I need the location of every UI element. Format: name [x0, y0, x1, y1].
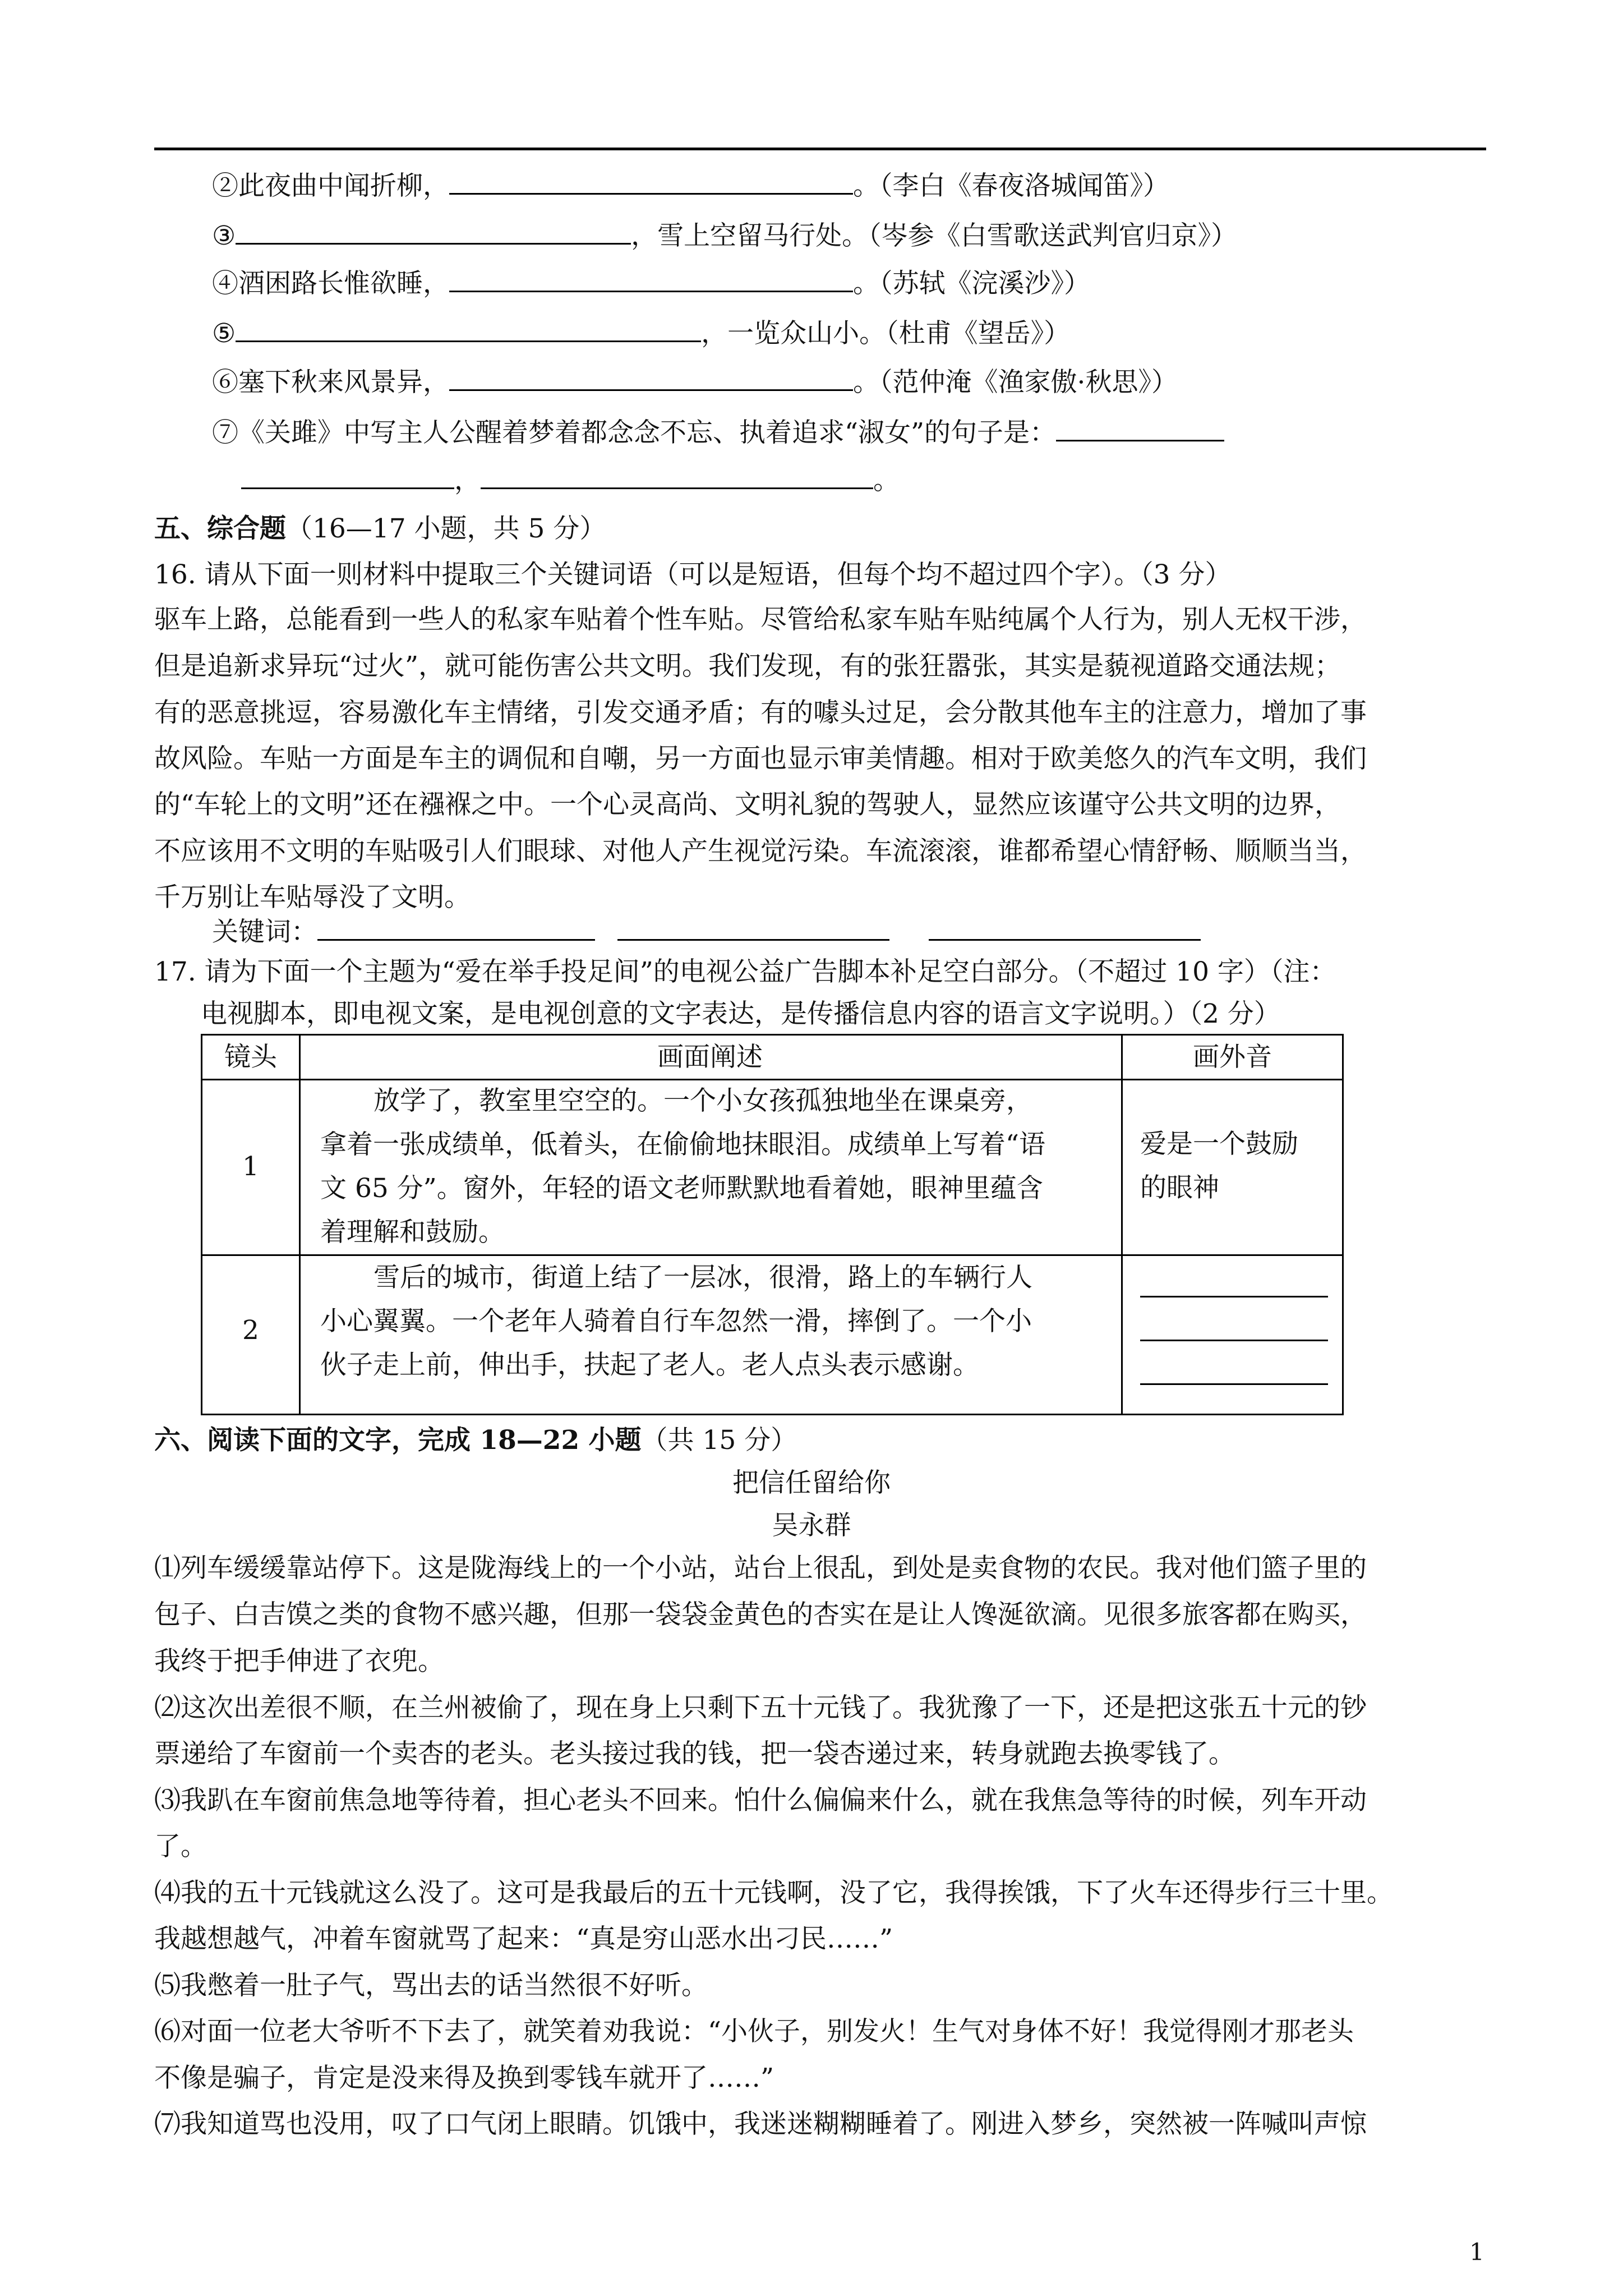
- table-row-1-shot: 1: [242, 1151, 259, 1182]
- passage-line: 不应该用不文明的车贴吸引人们眼球、对他人产生视觉污染。车流滚滚，谁都希望心情舒畅、顺顺当当，: [154, 836, 1367, 867]
- table-row-1-desc: [320, 1079, 1045, 1254]
- passage-line: 的“车轮上的文明”还在襁褓之中。一个心灵高尚、文明礼貌的驾驶人，显然应该谨守公共文明的边界，: [154, 789, 1341, 820]
- answer-blank[interactable]: [481, 462, 873, 489]
- article-line: ⑹对面一位老大爷听不下去了，就笑着劝我说：“小伙子，别发火！生气对身体不好！我觉得刚才那老头: [154, 2016, 1354, 2047]
- fill-line-3-pre: ③: [212, 220, 236, 251]
- voice-line: 爱是一个鼓励: [1140, 1129, 1298, 1159]
- keywords-label: 关键词：: [212, 917, 317, 947]
- article-line: 不像是骗子，肯定是没来得及换到零钱车就开了……”: [154, 2063, 774, 2093]
- question-17-line2: 电视脚本，即电视文案，是电视创意的文字表达，是传播信息内容的语言文字说明。）（2 分）: [201, 999, 1280, 1029]
- fill-line-3-post: ，雪上空留马行处。（岑参《白雪歌送武判官归京》）: [631, 220, 1238, 251]
- answer-blank[interactable]: [449, 364, 853, 391]
- article-line: 票递给了车窗前一个卖杏的老头。老头接过我的钱，把一袋杏递过来，转身就跑去换零钱了。: [154, 1738, 1235, 1769]
- passage-line: 故风险。车贴一方面是车主的调侃和自嘲，另一方面也显示审美情趣。相对于欧美悠久的汽车文明，我们: [154, 743, 1367, 774]
- article-line: 包子、白吉馍之类的食物不感兴趣，但那一袋袋金黄色的杏实在是让人馋涎欲滴。见很多旅客都在购买，: [154, 1599, 1367, 1630]
- table-row-2-desc: [320, 1256, 1032, 1387]
- fill-line-6: [212, 364, 1178, 399]
- fill-line-7-text: ⑦《关雎》中写主人公醒着梦着都念念不忘、执着追求“淑女”的句子是：: [212, 417, 1057, 448]
- keyword-blank[interactable]: [317, 913, 595, 941]
- answer-blank[interactable]: [1056, 414, 1224, 441]
- answer-blank[interactable]: [241, 462, 454, 489]
- voice-answer-blank[interactable]: [1140, 1383, 1328, 1385]
- table-header-shot: 镜头: [224, 1042, 277, 1073]
- fill-line-5-pre: ⑤: [212, 318, 236, 349]
- fill-line-7b-post: 。: [873, 465, 900, 496]
- voice-answer-blank[interactable]: [1140, 1296, 1328, 1297]
- passage-line: 驱车上路，总能看到一些人的私家车贴着个性车贴。尽管给私家车贴车贴纯属个人行为，别人无权干涉，: [154, 604, 1367, 635]
- article-title: 把信任留给你: [732, 1467, 891, 1498]
- desc-line: 小心翼翼。一个老年人骑着自行车忽然一滑，摔倒了。一个小: [320, 1306, 1032, 1337]
- fill-line-5-post: ，一览众山小。（杜甫《望岳》）: [701, 318, 1071, 349]
- desc-line: 雪后的城市，街道上结了一层冰，很滑，路上的车辆行人: [374, 1262, 1032, 1293]
- fill-line-2-post: 。（李白《春夜洛城闻笛》）: [853, 171, 1169, 201]
- fill-line-4-post: 。（苏轼《浣溪沙》）: [853, 268, 1090, 299]
- article-line: ⑴列车缓缓靠站停下。这是陇海线上的一个小站，站台上很乱，到处是卖食物的农民。我对他们篮子里的: [154, 1553, 1367, 1584]
- desc-line: 着理解和鼓励。: [320, 1217, 505, 1248]
- section-5-title: 五、综合题: [154, 513, 286, 544]
- script-table: [201, 1034, 1344, 1415]
- article-line: ⑶我趴在车窗前焦急地等待着，担心老头不回来。怕什么偏偏来什么，就在我焦急等待的时候，列车开动: [154, 1785, 1367, 1816]
- passage-line: 但是追新求异玩“过火”，就可能伤害公共文明。我们发现，有的张狂嚣张，其实是藐视道路交通法规；: [154, 651, 1341, 682]
- fill-line-3: [212, 217, 1237, 253]
- question-17-line1: 17. 请为下面一个主题为“爱在举手投足间”的电视公益广告脚本补足空白部分。（不超过 10 字）（注：: [154, 956, 1336, 987]
- answer-blank[interactable]: [236, 217, 631, 245]
- fill-line-5: [212, 315, 1070, 351]
- article-line: 我越想越气，冲着车窗就骂了起来：“真是穷山恶水出刁民……”: [154, 1924, 893, 1954]
- fill-line-7: [212, 414, 1224, 450]
- keywords-line: [212, 913, 1201, 949]
- desc-line: 拿着一张成绩单，低着头，在偷偷地抹眼泪。成绩单上写着“语: [320, 1129, 1046, 1160]
- desc-line: 伙子走上前，伸出手，扶起了老人。老人点头表示感谢。: [320, 1350, 979, 1381]
- table-col-divider: [1121, 1036, 1123, 1414]
- fill-line-2: [212, 167, 1169, 203]
- section-5-heading: [154, 512, 606, 546]
- header-rule: [154, 148, 1486, 150]
- article-line: ⑸我憋着一肚子气，骂出去的话当然很不好听。: [154, 1970, 708, 2001]
- answer-blank[interactable]: [236, 315, 701, 342]
- table-row-1-voice: [1140, 1122, 1298, 1210]
- fill-line-4-pre: ④酒困路长惟欲睡，: [212, 268, 449, 299]
- table-col-divider: [299, 1036, 301, 1414]
- keyword-blank[interactable]: [617, 913, 889, 941]
- section-5-note: （16—17 小题，共 5 分）: [286, 513, 606, 544]
- page-number: 1: [1469, 2238, 1484, 2266]
- answer-blank[interactable]: [449, 167, 853, 195]
- keyword-blank[interactable]: [929, 913, 1201, 941]
- section-6-note: （共 15 分）: [641, 1425, 797, 1456]
- article-line: 我终于把手伸进了衣兜。: [154, 1646, 444, 1677]
- voice-line: 的眼神: [1140, 1172, 1219, 1203]
- passage-line: 有的恶意挑逗，容易激化车主情绪，引发交通矛盾；有的噱头过足，会分散其他车主的注意力，增加了事: [154, 697, 1367, 728]
- table-row-2-shot: 2: [242, 1315, 259, 1346]
- fill-line-7b: [241, 462, 900, 498]
- table-header-voice: 画外音: [1193, 1042, 1272, 1073]
- article-line: ⑷我的五十元钱就这么没了。这可是我最后的五十元钱啊，没了它，我得挨饿，下了火车还得步行三十里。: [154, 1878, 1393, 1908]
- voice-answer-blank[interactable]: [1140, 1340, 1328, 1341]
- desc-line: 放学了，教室里空空的。一个小女孩孤独地坐在课桌旁，: [374, 1085, 1032, 1116]
- desc-line: 文 65 分”。窗外，年轻的语文老师默默地看着她，眼神里蕴含: [320, 1173, 1043, 1204]
- passage-line: 千万别让车贴辱没了文明。: [154, 882, 471, 913]
- article-line: ⑵这次出差很不顺，在兰州被偷了，现在身上只剩下五十元钱了。我犹豫了一下，还是把这张五十元的钞: [154, 1692, 1367, 1723]
- fill-line-6-pre: ⑥塞下秋来风景异，: [212, 367, 449, 398]
- fill-line-6-post: 。（范仲淹《渔家傲·秋思》）: [853, 367, 1178, 398]
- fill-line-2-pre: ②此夜曲中闻折柳，: [212, 171, 449, 201]
- answer-blank[interactable]: [449, 265, 853, 292]
- article-line: ⑺我知道骂也没用，叹了口气闭上眼睛。饥饿中，我迷迷糊糊睡着了。刚进入梦乡，突然被一阵喊叫声惊: [154, 2109, 1367, 2139]
- question-16: 16. 请从下面一则材料中提取三个关键词语（可以是短语，但每个均不超过四个字）。（3 分）: [154, 559, 1232, 590]
- table-header-desc: 画面阐述: [657, 1042, 763, 1073]
- fill-line-4: [212, 265, 1090, 301]
- section-6-title: 六、阅读下面的文字，完成 18—22 小题: [154, 1425, 642, 1456]
- section-6-heading: [154, 1424, 797, 1457]
- fill-line-7b-mid: ，: [454, 465, 481, 496]
- article-author: 吴永群: [772, 1510, 851, 1541]
- article-line: 了。: [154, 1831, 207, 1862]
